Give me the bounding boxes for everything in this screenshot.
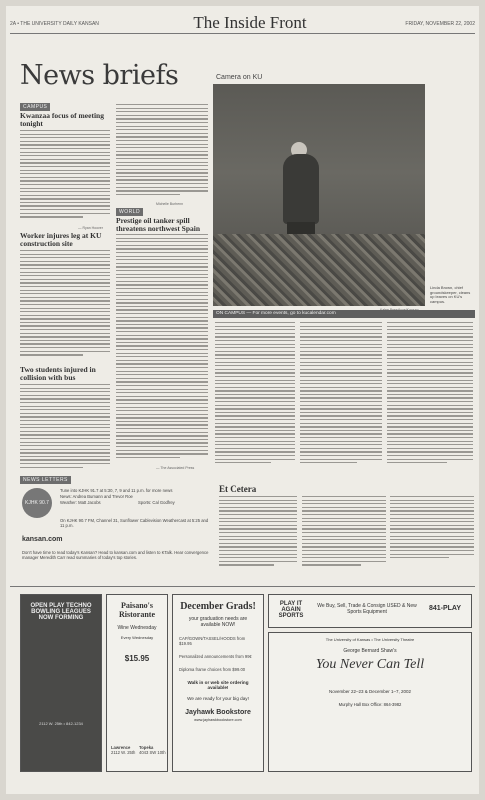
featured-photo xyxy=(213,84,425,306)
divider xyxy=(10,586,475,587)
paisanos-logo: Paisano's Ristorante xyxy=(119,601,155,619)
article-body xyxy=(116,234,208,466)
masthead: The Inside Front xyxy=(193,13,307,32)
photo-section-title: Camera on KU xyxy=(216,74,263,81)
article-headline: Two students injured in collision with bus xyxy=(20,365,96,382)
byline: Michelle Burhenn xyxy=(156,202,184,206)
radio-logo: KJHK 90.7 xyxy=(22,488,52,518)
play-it-again-logo: PLAY IT AGAIN SPORTS xyxy=(278,601,304,619)
theatre-header: The University of Kansas • The University Theatre xyxy=(325,637,415,642)
paisanos-ad[interactable] xyxy=(106,594,168,772)
article-body xyxy=(116,104,208,202)
divider xyxy=(10,33,475,34)
page-folio xyxy=(10,13,475,32)
article-body xyxy=(20,384,110,472)
newsletter-footer: Don't have time to read today's Kansan? Head to kansan.com and listen to KTalk. Hear convergence manager Meredith Carr read summaries of today's top stories. xyxy=(22,550,209,560)
topeka-label: Topeka xyxy=(139,745,154,750)
world-label: WORLD xyxy=(116,208,143,216)
folio-left: 2A • THE UNIVERSITY DAILY KANSAN xyxy=(10,21,99,27)
newsletter-box xyxy=(20,476,215,578)
article-headline: Worker injures leg at KU construction site xyxy=(20,231,102,248)
photo-leaves xyxy=(213,234,425,306)
staff-info xyxy=(390,496,474,576)
december-grads-walk: Walk in or web site ordering available! xyxy=(187,680,249,690)
december-grads-ready: We are ready for your big day! xyxy=(187,696,249,701)
events-column xyxy=(300,322,382,472)
december-grads-ad[interactable] xyxy=(172,594,264,772)
byline: — The Associated Press xyxy=(156,466,195,470)
byline: — Ryan Hoover xyxy=(78,226,103,230)
newsletter-label: NEWS LETTERS xyxy=(20,476,71,484)
theatre-box-office: Murphy Hall Box Office: 864-3982 xyxy=(338,702,402,707)
folio-date: FRIDAY, NOVEMBER 22, 2002 xyxy=(405,21,475,27)
lawrence-address: 2112 W. 25th xyxy=(111,750,136,755)
et-cetera-heading: Et Cetera xyxy=(219,484,257,494)
photo-caption: Linda Brown, chief groundskeeper, cleans up leaves on KU's campus. xyxy=(430,285,471,304)
paisanos-sub: Wine Wednesday xyxy=(117,625,157,631)
article-headline: Prestige oil tanker spill threatens northwest Spain xyxy=(116,216,201,233)
events-column xyxy=(387,322,473,472)
theatre-title: You Never Can Tell xyxy=(315,657,425,672)
radio-line: Tune into KJHK 91.7 at 5:30, 7, 9 and 11 p.m. for more news xyxy=(60,488,173,493)
lawrence-location xyxy=(111,745,137,755)
sports-anchor: Sports: Cal Godfrey xyxy=(138,500,175,505)
play-it-again-ad[interactable] xyxy=(268,594,472,628)
paisanos-price: $15.95 xyxy=(124,654,150,663)
december-grads-item: CAP/GOWN/TASSEL/HOODS from $19.95 xyxy=(179,636,246,646)
kansan-logo: kansan.com xyxy=(22,536,63,543)
bowling-phone: 2112 W. 25th • 842-1234 xyxy=(39,721,83,726)
staff-info xyxy=(302,496,386,576)
article-body xyxy=(20,130,110,226)
theatre-dates: November 22–23 & December 1–7, 2002 xyxy=(328,689,412,694)
december-grads-item: Diploma frame choices from $99.00 xyxy=(179,667,246,672)
et-cetera-body xyxy=(219,496,297,576)
topeka-location xyxy=(139,745,167,755)
play-it-again-tagline: We Buy, Sell, Trade & Consign USED & New Sports Equipment xyxy=(317,603,417,615)
section-title: News briefs xyxy=(20,60,179,91)
bowling-ad[interactable] xyxy=(20,594,102,772)
photo-person xyxy=(283,154,319,224)
theatre-ad[interactable] xyxy=(268,632,472,772)
topeka-address: 4043 SW 10th xyxy=(139,750,166,755)
channel-line: On KJHK 90.7 FM, Channel 31, Sunflower Cablevision Weathercast at 5:25 and 11 p.m. xyxy=(60,518,209,528)
lawrence-label: Lawrence xyxy=(111,745,131,750)
december-grads-item: Personalized announcements from 99¢ xyxy=(179,654,252,659)
jayhawk-website[interactable]: www.jayhawkbookstore.com xyxy=(194,718,242,722)
theatre-presents: George Bernard Shaw's xyxy=(343,648,397,654)
news-anchors: News: Andrea Bumann and Trevor Roe xyxy=(60,494,133,499)
campus-label: CAMPUS xyxy=(20,103,50,111)
jayhawk-logo: Jayhawk Bookstore xyxy=(185,709,251,716)
article-headline: Kwanzaa focus of meeting tonight xyxy=(20,111,104,128)
weather-anchor: Weather: Matt Jacobs xyxy=(60,500,101,505)
paisanos-tag: Every Wednesday xyxy=(120,635,154,640)
december-grads-title: December Grads! xyxy=(180,601,256,612)
newspaper-page xyxy=(6,6,479,794)
article-body xyxy=(20,250,110,362)
december-grads-sub: your graduation needs are available NOW! xyxy=(188,616,248,628)
on-campus-bar: ON CAMPUS — For more events, go to kucalendar.com xyxy=(213,310,475,318)
events-column xyxy=(215,322,295,472)
play-it-again-phone: 841-PLAY xyxy=(428,605,462,612)
bowling-headline: OPEN PLAY TECHNO BOWLING LEAGUES NOW FORMING xyxy=(30,603,92,621)
